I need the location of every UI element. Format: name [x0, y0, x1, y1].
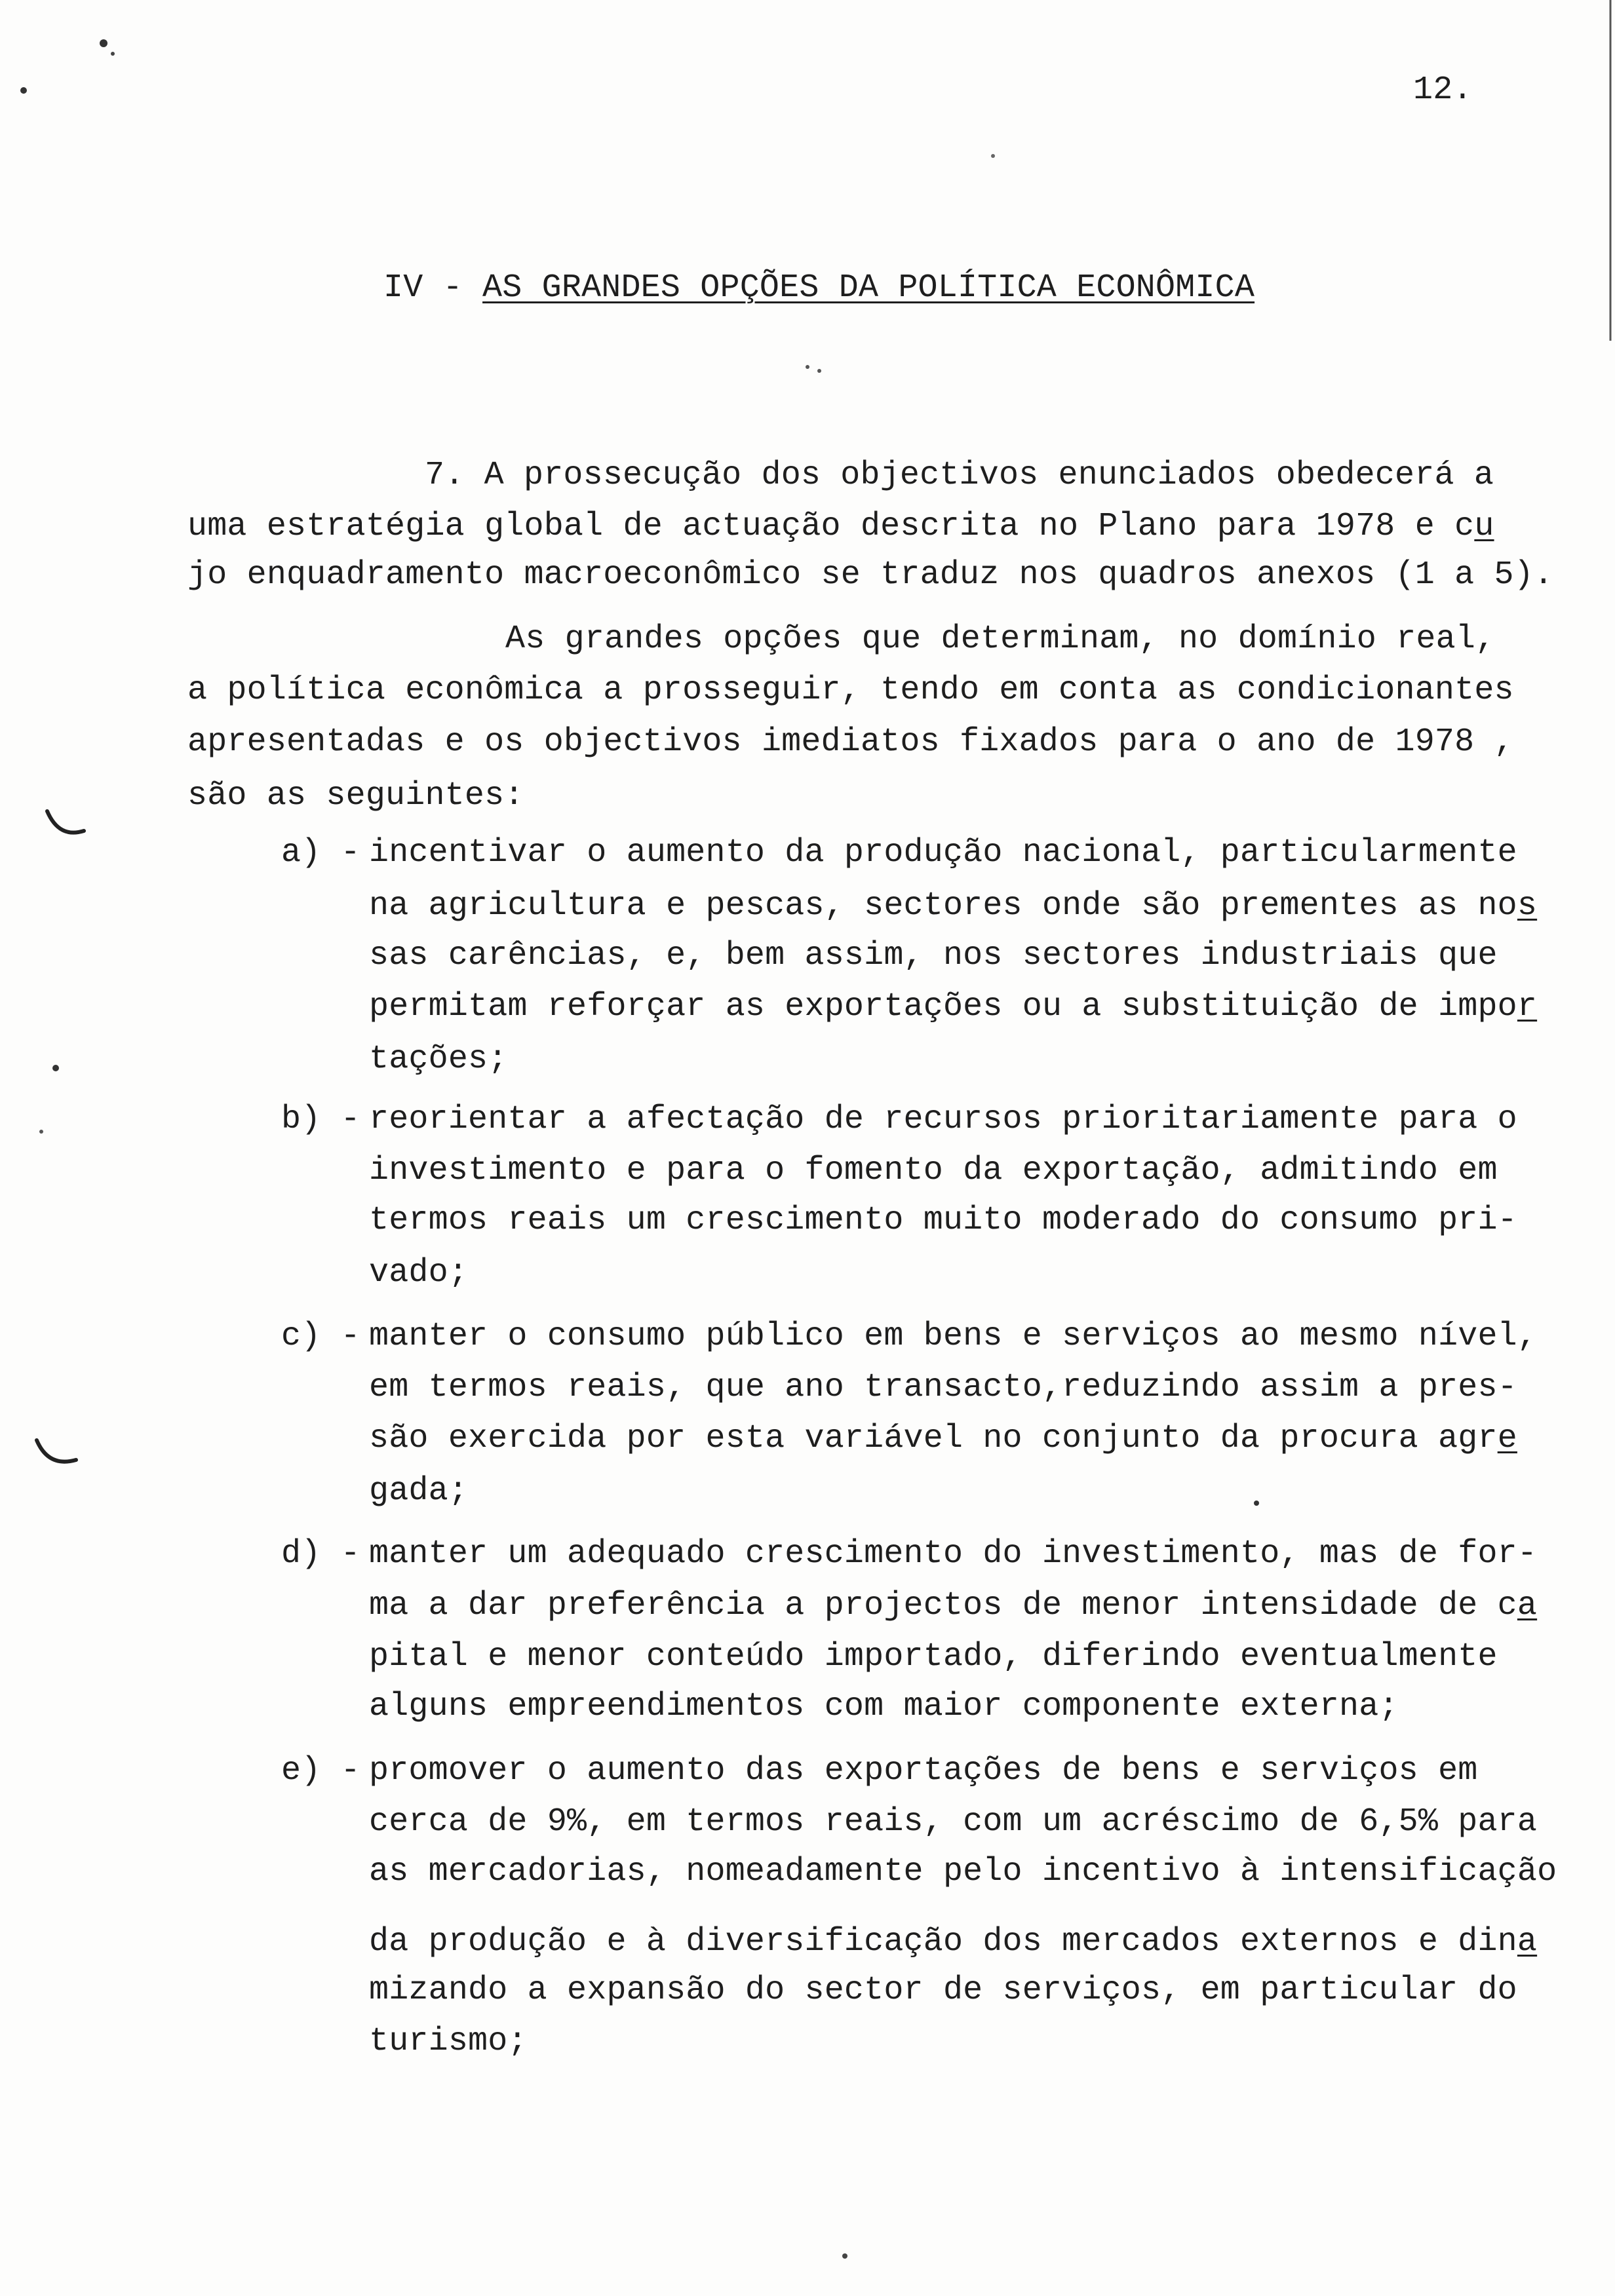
- line-text: da produção e à diversificação dos mercados externos e din: [369, 1923, 1517, 1961]
- list-item-line: turismo;: [369, 2023, 528, 2060]
- scan-speck: [39, 1130, 43, 1134]
- paragraph-line: [187, 507, 1494, 546]
- scan-speck: [100, 39, 107, 47]
- paragraph-line: apresentadas e os objectivos imediatos fixados para o ano de 1978 ,: [187, 723, 1514, 761]
- scan-speck: [806, 365, 809, 369]
- section-heading: [383, 269, 1255, 308]
- paragraph-line: a política econômica a prosseguir, tendo em conta as condicionantes: [187, 672, 1514, 709]
- list-item-line: reorientar a afectação de recursos prioritariamente para o: [369, 1101, 1517, 1138]
- paragraph-line: são as seguintes:: [187, 777, 524, 814]
- list-item-line: em termos reais, que ano transacto,reduzindo assim a pres-: [369, 1369, 1517, 1406]
- line-text: na agricultura e pescas, sectores onde são prementes as no: [369, 887, 1517, 925]
- scan-speck: [111, 52, 115, 56]
- hyphenation-mark: s: [1517, 887, 1538, 925]
- punch-hole-mark: [37, 1440, 76, 1462]
- section-heading-number: IV -: [383, 269, 463, 307]
- hyphenation-mark: r: [1517, 988, 1538, 1025]
- list-item-line: tações;: [369, 1041, 508, 1078]
- list-item-line: termos reais um crescimento muito moderado do consumo pri-: [369, 1202, 1517, 1239]
- list-item-label: a) -: [281, 834, 360, 871]
- list-item-line: [369, 1923, 1537, 1962]
- scan-speck: [1254, 1501, 1259, 1506]
- line-text: ma a dar preferência a projectos de menor intensidade de c: [369, 1587, 1517, 1624]
- paragraph-line: jo enquadramento macroeconômico se traduz nos quadros anexos (1 a 5).: [187, 556, 1554, 594]
- line-text: permitam reforçar as exportações ou a substituição de impo: [369, 988, 1517, 1025]
- list-item-line: promover o aumento das exportações de bens e serviços em: [369, 1752, 1478, 1789]
- list-item-line: incentivar o aumento da produção nacional, particularmente: [369, 834, 1517, 871]
- list-item-line: alguns empreendimentos com maior componente externa;: [369, 1688, 1399, 1725]
- list-item-line: pital e menor conteúdo importado, diferindo eventualmente: [369, 1638, 1498, 1675]
- line-text: são exercida por esta variável no conjunto da procura agr: [369, 1420, 1498, 1457]
- hyphenation-mark: a: [1517, 1587, 1538, 1624]
- list-item-label: e) -: [281, 1752, 360, 1789]
- list-item-line: [369, 1419, 1517, 1459]
- hyphenation-mark: u: [1474, 508, 1494, 545]
- list-item-label: b) -: [281, 1101, 360, 1138]
- list-item-line: investimento e para o fomento da exportação, admitindo em: [369, 1152, 1498, 1189]
- list-item-line: [369, 987, 1537, 1027]
- hyphenation-mark: e: [1497, 1420, 1517, 1457]
- list-item-line: gada;: [369, 1472, 469, 1510]
- page-number: 12.: [1413, 71, 1473, 109]
- list-item-line: [369, 1586, 1537, 1626]
- list-item-line: vado;: [369, 1254, 469, 1292]
- list-item-line: sas carências, e, bem assim, nos sectores industriais que: [369, 937, 1498, 974]
- scan-speck: [52, 1065, 59, 1071]
- scan-speck: [842, 2253, 847, 2259]
- list-item-line: manter um adequado crescimento do investimento, mas de for-: [369, 1535, 1538, 1573]
- list-item-label: c) -: [281, 1318, 360, 1355]
- list-item-line: manter o consumo público em bens e serviços ao mesmo nível,: [369, 1318, 1538, 1355]
- list-item-line: as mercadorias, nomeadamente pelo incentivo à intensificação: [369, 1853, 1557, 1890]
- list-item-line: cerca de 9%, em termos reais, com um acréscimo de 6,5% para: [369, 1803, 1538, 1841]
- list-item-label: d) -: [281, 1535, 360, 1573]
- scan-speck: [817, 369, 821, 373]
- scan-speck: [991, 154, 995, 158]
- paragraph-line: As grandes opções que determinam, no domínio real,: [505, 621, 1496, 658]
- list-item-line: mizando a expansão do sector de serviços, em particular do: [369, 1972, 1517, 2009]
- paragraph-line: 7. A prossecução dos objectivos enunciados obedecerá a: [425, 457, 1494, 494]
- section-heading-title: AS GRANDES OPÇÕES DA POLÍTICA ECONÔMICA: [482, 269, 1255, 307]
- line-text: uma estratégia global de actuação descrita no Plano para 1978 e c: [187, 508, 1475, 545]
- hyphenation-mark: a: [1517, 1923, 1538, 1961]
- punch-hole-mark: [47, 811, 84, 833]
- scan-speck: [20, 87, 27, 94]
- list-item-line: [369, 887, 1537, 926]
